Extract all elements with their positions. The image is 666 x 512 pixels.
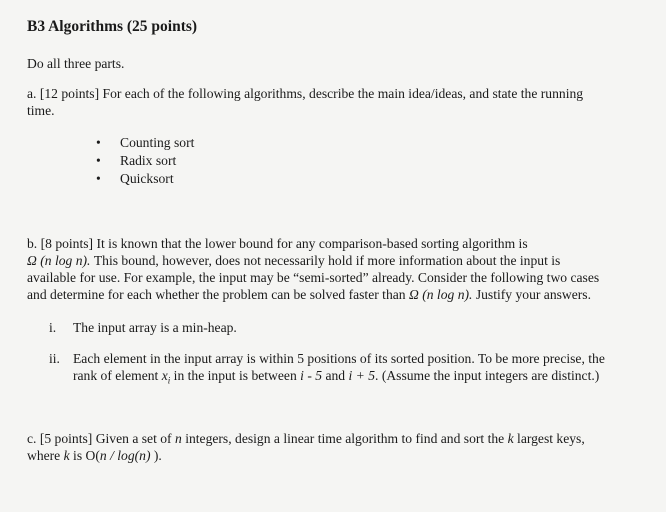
algorithm-list [96, 134, 194, 188]
case-i-number: i. [49, 320, 57, 335]
variable-k-2: k [63, 448, 70, 463]
omega-bound: Ω (n log n). [27, 253, 91, 268]
case-ii-line-2-post: . (Assume the input integers are distinct.) [375, 368, 600, 383]
part-c-line-2-pre: where [27, 448, 64, 463]
part-a-line-2: time. [27, 103, 55, 118]
part-b-line-2-text: This bound, however, does not necessarily hold if more information about the input is [90, 253, 561, 268]
variable-x-subscript: i [167, 375, 171, 386]
case-ii-number: ii. [49, 351, 60, 366]
part-b-line-3: available for use. For example, the input may be “semi-sorted” already. Consider the following two cases [27, 270, 600, 285]
case-ii-line-2-mid: in the input is between [170, 368, 301, 383]
part-c-line-2 [27, 447, 162, 464]
range-upper: i + 5 [348, 368, 376, 383]
part-c-line-2-mid: is O( [69, 448, 100, 463]
part-c-line-1 [27, 430, 585, 447]
complexity-expression: n / log(n) [99, 448, 151, 463]
part-c-line-1-post: largest keys, [513, 431, 585, 446]
part-b-line-2 [27, 252, 560, 269]
variable-n: n [175, 431, 182, 446]
part-a-line-1: a. [12 points] For each of the following algorithms, describe the main idea/ideas, and state the running [27, 86, 584, 101]
list-item-counting-sort: • Counting sort [96, 134, 194, 152]
variable-k: k [507, 431, 514, 446]
section-title: B3 Algorithms (25 points) [27, 18, 198, 35]
case-ii-line-2 [73, 367, 599, 390]
range-lower: i - 5 [300, 368, 323, 383]
part-b-line-4 [27, 286, 591, 303]
part-b-line-1: b. [8 points] It is known that the lower bound for any comparison-based sorting algorithm is [27, 236, 528, 251]
list-item-radix-sort: • Radix sort [96, 152, 194, 170]
variable-x: x [161, 368, 168, 383]
case-ii-line-1: Each element in the input array is within 5 positions of its sorted position. To be more precise, the [73, 351, 605, 366]
part-b-line-4-post: Justify your answers. [472, 287, 591, 302]
case-ii-line-2-and: and [322, 368, 349, 383]
case-i-text: The input array is a min-heap. [73, 320, 237, 335]
part-b-line-4-pre: and determine for each whether the problem can be solved faster than [27, 287, 409, 302]
omega-bound-2: Ω (n log n). [408, 287, 473, 302]
list-item-quicksort: • Quicksort [96, 170, 194, 188]
part-c-line-2-post: ). [150, 448, 162, 463]
intro-text: Do all three parts. [27, 56, 125, 71]
case-ii-line-2-pre: rank of element [73, 368, 162, 383]
part-c-line-1-mid: integers, design a linear time algorithm to find and sort the [181, 431, 508, 446]
part-c-line-1-pre: c. [5 points] Given a set of [27, 431, 175, 446]
